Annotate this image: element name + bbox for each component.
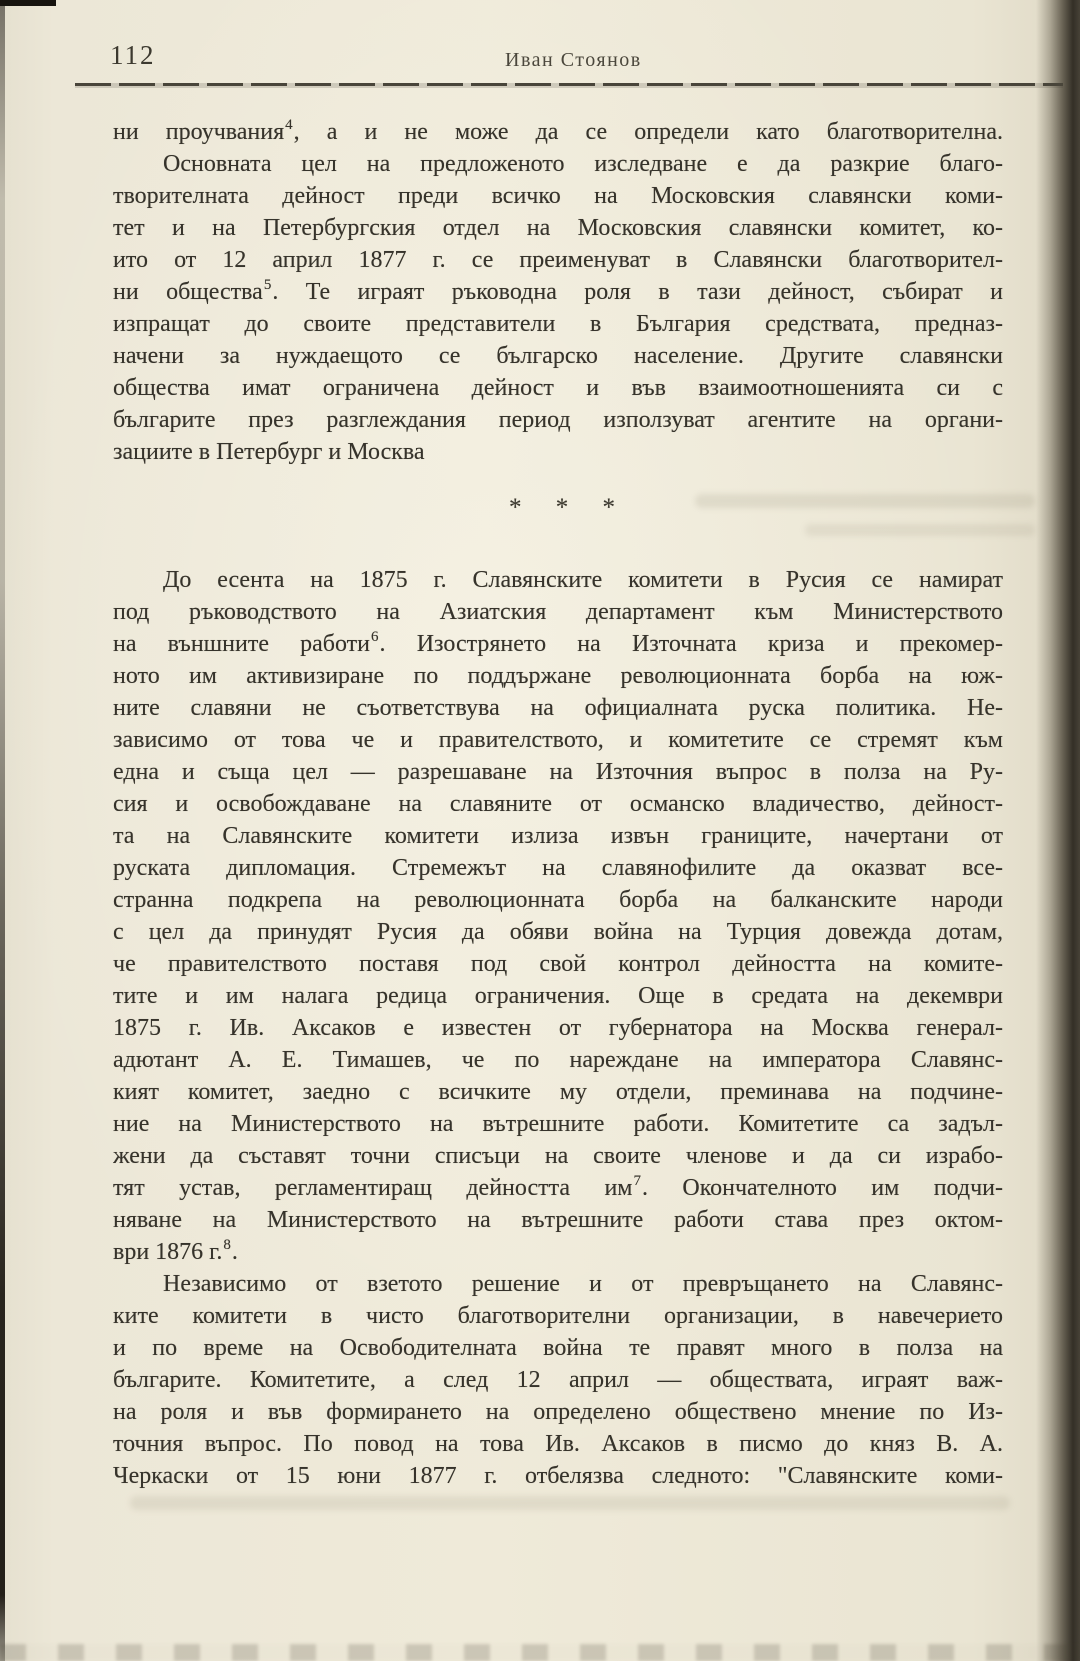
text-line: сия и освобождаване на славяните от османско владичество, дейност-	[113, 791, 1003, 817]
footnote-marker: 8	[223, 1237, 231, 1253]
text-line: тите и им налага редица ограничения. Още в средата на декември	[113, 983, 1003, 1009]
text-line: една и съща цел — разрешаване на Източния въпрос в полза на Ру-	[113, 759, 1003, 785]
text-line: До есента на 1875 г. Славянските комитети в Русия се намират	[163, 567, 1003, 593]
scan-edge-right	[1036, 0, 1080, 1661]
text-line: начени за нуждаещото се българско население. Другите славянски	[113, 343, 1003, 369]
text-line: общества имат ограничена дейност и във взаимоотношенията си с	[113, 375, 1003, 401]
text-line: българите. Комитетите, а след 12 април — обществата, играят важ-	[113, 1367, 1003, 1393]
text-line: зависимо от това че и правителството, и комитетите се стремят към	[113, 727, 1003, 753]
text-line: руската дипломация. Стремежът на славянофилите да оказват все-	[113, 855, 1003, 881]
text-line: 1875 г. Ив. Аксаков е известен от губернатора на Москва генерал-	[113, 1015, 1003, 1041]
text-line: ните славяни не съответствува на официалната руска политика. Не-	[113, 695, 1003, 721]
running-header-author: Иван Стоянов	[505, 49, 642, 71]
text-line: тет и на Петербургския отдел на Московския славянски комитет, ко-	[113, 215, 1003, 241]
text-line: Черкаски от 15 юни 1877 г. отбелязва следното: "Славянските коми-	[113, 1463, 1003, 1489]
bleedthrough-mark	[130, 1496, 1010, 1510]
text-line: ното им активизиране по поддържане революционната борба на юж-	[113, 663, 1003, 689]
scan-edge-artifact	[0, 0, 56, 6]
footnote-marker: 6	[371, 629, 379, 645]
text-line: Основната цел на предложеното изследване е да разкрие благо-	[163, 151, 1003, 177]
text-line: и по време на Освободителната война те правят много в полза на	[113, 1335, 1003, 1361]
text-line: жени да съставят точни списъци на своите членове и да си израбо-	[113, 1143, 1003, 1169]
text-line: ние на Министерството на вътрешните работи. Комитетите са задъл-	[113, 1111, 1003, 1137]
scan-edge-bottom	[0, 1644, 1080, 1661]
text-line: точния въпрос. По повод на това Ив. Аксаков в писмо до княз В. А.	[113, 1431, 1003, 1457]
text-line: ките комитети в чисто благотворителни организации, в навечерието	[113, 1303, 1003, 1329]
text-line: та на Славянските комитети излиза извън границите, начертани от	[113, 823, 1003, 849]
text-line: ито от 12 април 1877 г. се преименуват в Славянски благотворител-	[113, 247, 1003, 273]
text-line: Независимо от взетото решение и от превръщането на Славянс-	[163, 1271, 1003, 1297]
text-line: тят устав, регламентиращ дейността $им^7$. Окончателното им подчи-	[113, 1173, 1003, 1201]
body-text	[113, 116, 1003, 1492]
paragraph	[113, 116, 1003, 148]
paragraph	[113, 148, 1003, 468]
scan-edge-left	[0, 0, 5, 1661]
text-line: зациите в Петербург и Москва	[113, 439, 425, 465]
footnote-marker: 7	[633, 1173, 641, 1189]
text-line: кият комитет, заедно с всичките му отдели, преминава на подчине-	[113, 1079, 1003, 1105]
text-line: няване на Министерството на вътрешните работи става през октом-	[113, 1207, 1003, 1233]
text-line: ни общества$^5$. Те играят ръководна роля в тази дейност, събират и	[113, 277, 1003, 305]
paragraph	[113, 564, 1003, 1268]
footnote-marker: 5	[263, 277, 272, 293]
text-line: с цел да принудят Русия да обяви война на Турция довежда дотам,	[113, 919, 1003, 945]
text-line: ври 1876 г.$^8$.	[113, 1237, 238, 1265]
text-line: странна подкрепа на революционната борба на балканските народи	[113, 887, 1003, 913]
header-rule	[75, 83, 1063, 86]
text-line: българите през разглеждания период използуват агентите на органи-	[113, 407, 1003, 433]
page-number: 112	[110, 40, 156, 70]
text-line: на външните работи$^6$. Изострянето на Източната криза и прекомер-	[113, 629, 1003, 657]
text-line: на роля и във формирането на определено обществено мнение по Из-	[113, 1399, 1003, 1425]
text-line: адютант А. Е. Тимашев, че по нареждане на императора Славянс-	[113, 1047, 1003, 1073]
paragraph	[113, 1268, 1003, 1492]
text-line: че правителството поставя под свой контрол дейността на комите-	[113, 951, 1003, 977]
text-line: под ръководството на Азиатския департамент към Министерството	[113, 599, 1003, 625]
section-separator: * * *	[509, 494, 629, 521]
footnote-marker: 4	[285, 117, 293, 133]
text-line: изпращат до своите представители в България средствата, предназ-	[113, 311, 1003, 337]
text-line: творителната дейност преди всичко на Московския славянски коми-	[113, 183, 1003, 209]
text-line: ни проучвания$^4$, а и не може да се определи като благотворителна.	[113, 117, 1003, 145]
